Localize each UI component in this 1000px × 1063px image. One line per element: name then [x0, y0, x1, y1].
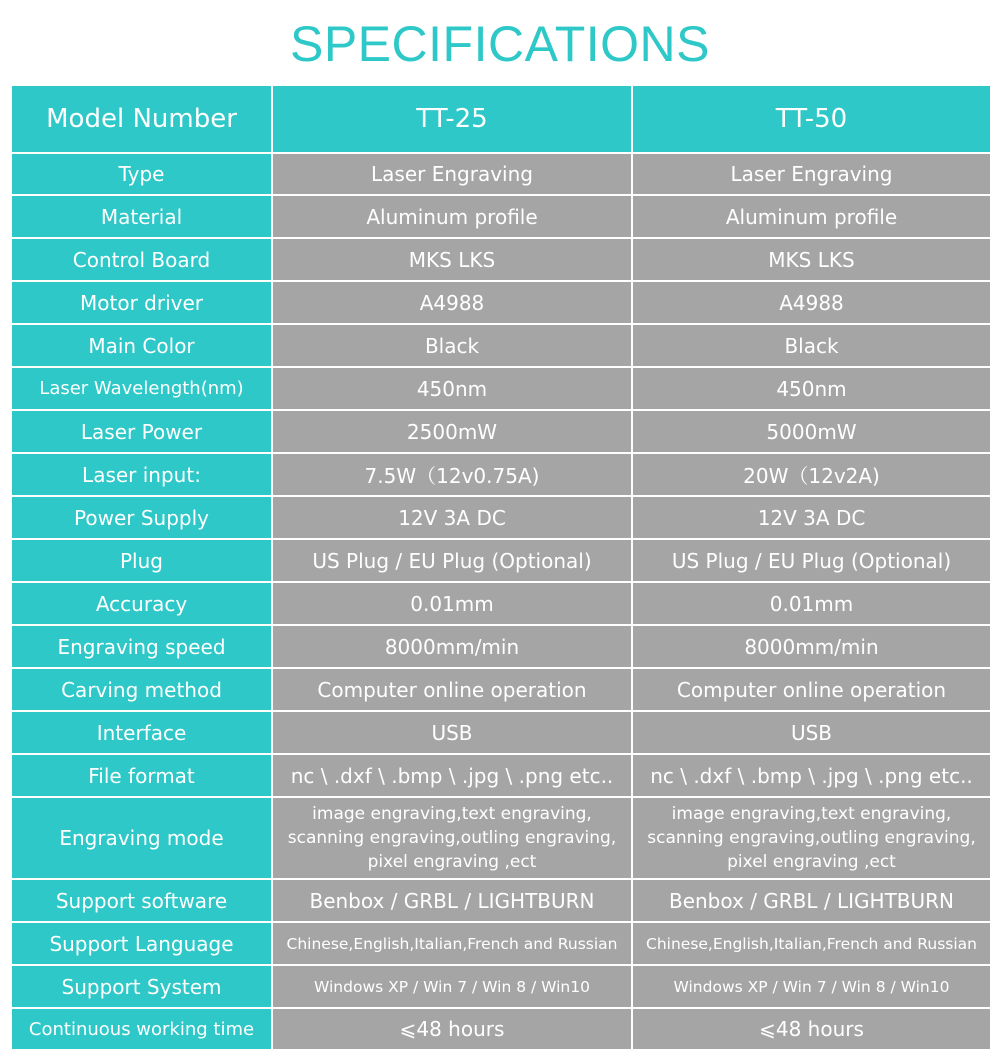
header-label: Model Number	[11, 85, 272, 153]
value-model-b: Computer online operation	[632, 668, 991, 711]
value-model-b: Benbox / GRBL / LIGHTBURN	[632, 879, 991, 922]
header-model-b: TT-50	[632, 85, 991, 153]
value-model-a: Windows XP / Win 7 / Win 8 / Win10	[272, 965, 632, 1008]
table-row	[11, 582, 991, 625]
value-model-b: ⩽48 hours	[632, 1008, 991, 1050]
value-model-a: ⩽48 hours	[272, 1008, 632, 1050]
table-row	[11, 238, 991, 281]
value-model-a: Black	[272, 324, 632, 367]
row-label: Engraving mode	[11, 797, 272, 879]
row-label: Laser input:	[11, 453, 272, 496]
header-model-a: TT-25	[272, 85, 632, 153]
row-label: Main Color	[11, 324, 272, 367]
value-model-b: 8000mm/min	[632, 625, 991, 668]
value-model-a: A4988	[272, 281, 632, 324]
value-model-a: Benbox / GRBL / LIGHTBURN	[272, 879, 632, 922]
value-model-a: 12V 3A DC	[272, 496, 632, 539]
value-model-b: Windows XP / Win 7 / Win 8 / Win10	[632, 965, 991, 1008]
row-label: Interface	[11, 711, 272, 754]
value-model-a: nc \ .dxf \ .bmp \ .jpg \ .png etc..	[272, 754, 632, 797]
value-model-b: MKS LKS	[632, 238, 991, 281]
row-label: Support software	[11, 879, 272, 922]
table-row	[11, 625, 991, 668]
value-model-b: 5000mW	[632, 410, 991, 453]
row-label: Accuracy	[11, 582, 272, 625]
row-label: Power Supply	[11, 496, 272, 539]
value-model-b: Laser Engraving	[632, 153, 991, 195]
table-row	[11, 410, 991, 453]
value-model-b: image engraving,text engraving, scanning engraving,outling engraving, pixel engraving ,ect	[632, 797, 991, 879]
table-row	[11, 281, 991, 324]
table-row	[11, 453, 991, 496]
value-model-b: Black	[632, 324, 991, 367]
page-title: SPECIFICATIONS	[289, 16, 710, 72]
value-model-b: Chinese,English,Italian,French and Russian	[632, 922, 991, 965]
table-row	[11, 965, 991, 1008]
row-label: Support Language	[11, 922, 272, 965]
value-model-a: 0.01mm	[272, 582, 632, 625]
value-model-a: Laser Engraving	[272, 153, 632, 195]
table-row	[11, 324, 991, 367]
row-label: Laser Power	[11, 410, 272, 453]
value-model-b: 0.01mm	[632, 582, 991, 625]
row-label: Laser Wavelength(nm)	[11, 367, 272, 410]
row-label: Type	[11, 153, 272, 195]
row-label: Engraving speed	[11, 625, 272, 668]
table-row	[11, 754, 991, 797]
table-row	[11, 367, 991, 410]
value-model-a: Aluminum profile	[272, 195, 632, 238]
value-model-b: USB	[632, 711, 991, 754]
row-label: Support System	[11, 965, 272, 1008]
value-model-a: 7.5W（12v0.75A)	[272, 453, 632, 496]
table-row	[11, 539, 991, 582]
value-model-b: 20W（12v2A)	[632, 453, 991, 496]
header-row	[11, 85, 991, 153]
value-model-a: US Plug / EU Plug (Optional)	[272, 539, 632, 582]
table-row	[11, 195, 991, 238]
value-model-a: image engraving,text engraving, scanning engraving,outling engraving, pixel engraving ,ect	[272, 797, 632, 879]
table-row	[11, 1008, 991, 1050]
table-row	[11, 711, 991, 754]
value-model-a: 2500mW	[272, 410, 632, 453]
table-row	[11, 668, 991, 711]
row-label: Motor driver	[11, 281, 272, 324]
value-model-a: 450nm	[272, 367, 632, 410]
table-row	[11, 496, 991, 539]
value-model-a: Computer online operation	[272, 668, 632, 711]
table-row	[11, 797, 991, 879]
row-label: Control Board	[11, 238, 272, 281]
value-model-a: 8000mm/min	[272, 625, 632, 668]
value-model-b: Aluminum profile	[632, 195, 991, 238]
table-row	[11, 153, 991, 195]
value-model-b: 12V 3A DC	[632, 496, 991, 539]
spec-table	[10, 84, 992, 1051]
row-label: Continuous working time	[11, 1008, 272, 1050]
value-model-b: 450nm	[632, 367, 991, 410]
value-model-a: USB	[272, 711, 632, 754]
row-label: File format	[11, 754, 272, 797]
value-model-a: Chinese,English,Italian,French and Russian	[272, 922, 632, 965]
row-label: Plug	[11, 539, 272, 582]
value-model-a: MKS LKS	[272, 238, 632, 281]
value-model-b: US Plug / EU Plug (Optional)	[632, 539, 991, 582]
table-row	[11, 879, 991, 922]
value-model-b: nc \ .dxf \ .bmp \ .jpg \ .png etc..	[632, 754, 991, 797]
row-label: Carving method	[11, 668, 272, 711]
value-model-b: A4988	[632, 281, 991, 324]
row-label: Material	[11, 195, 272, 238]
table-row	[11, 922, 991, 965]
